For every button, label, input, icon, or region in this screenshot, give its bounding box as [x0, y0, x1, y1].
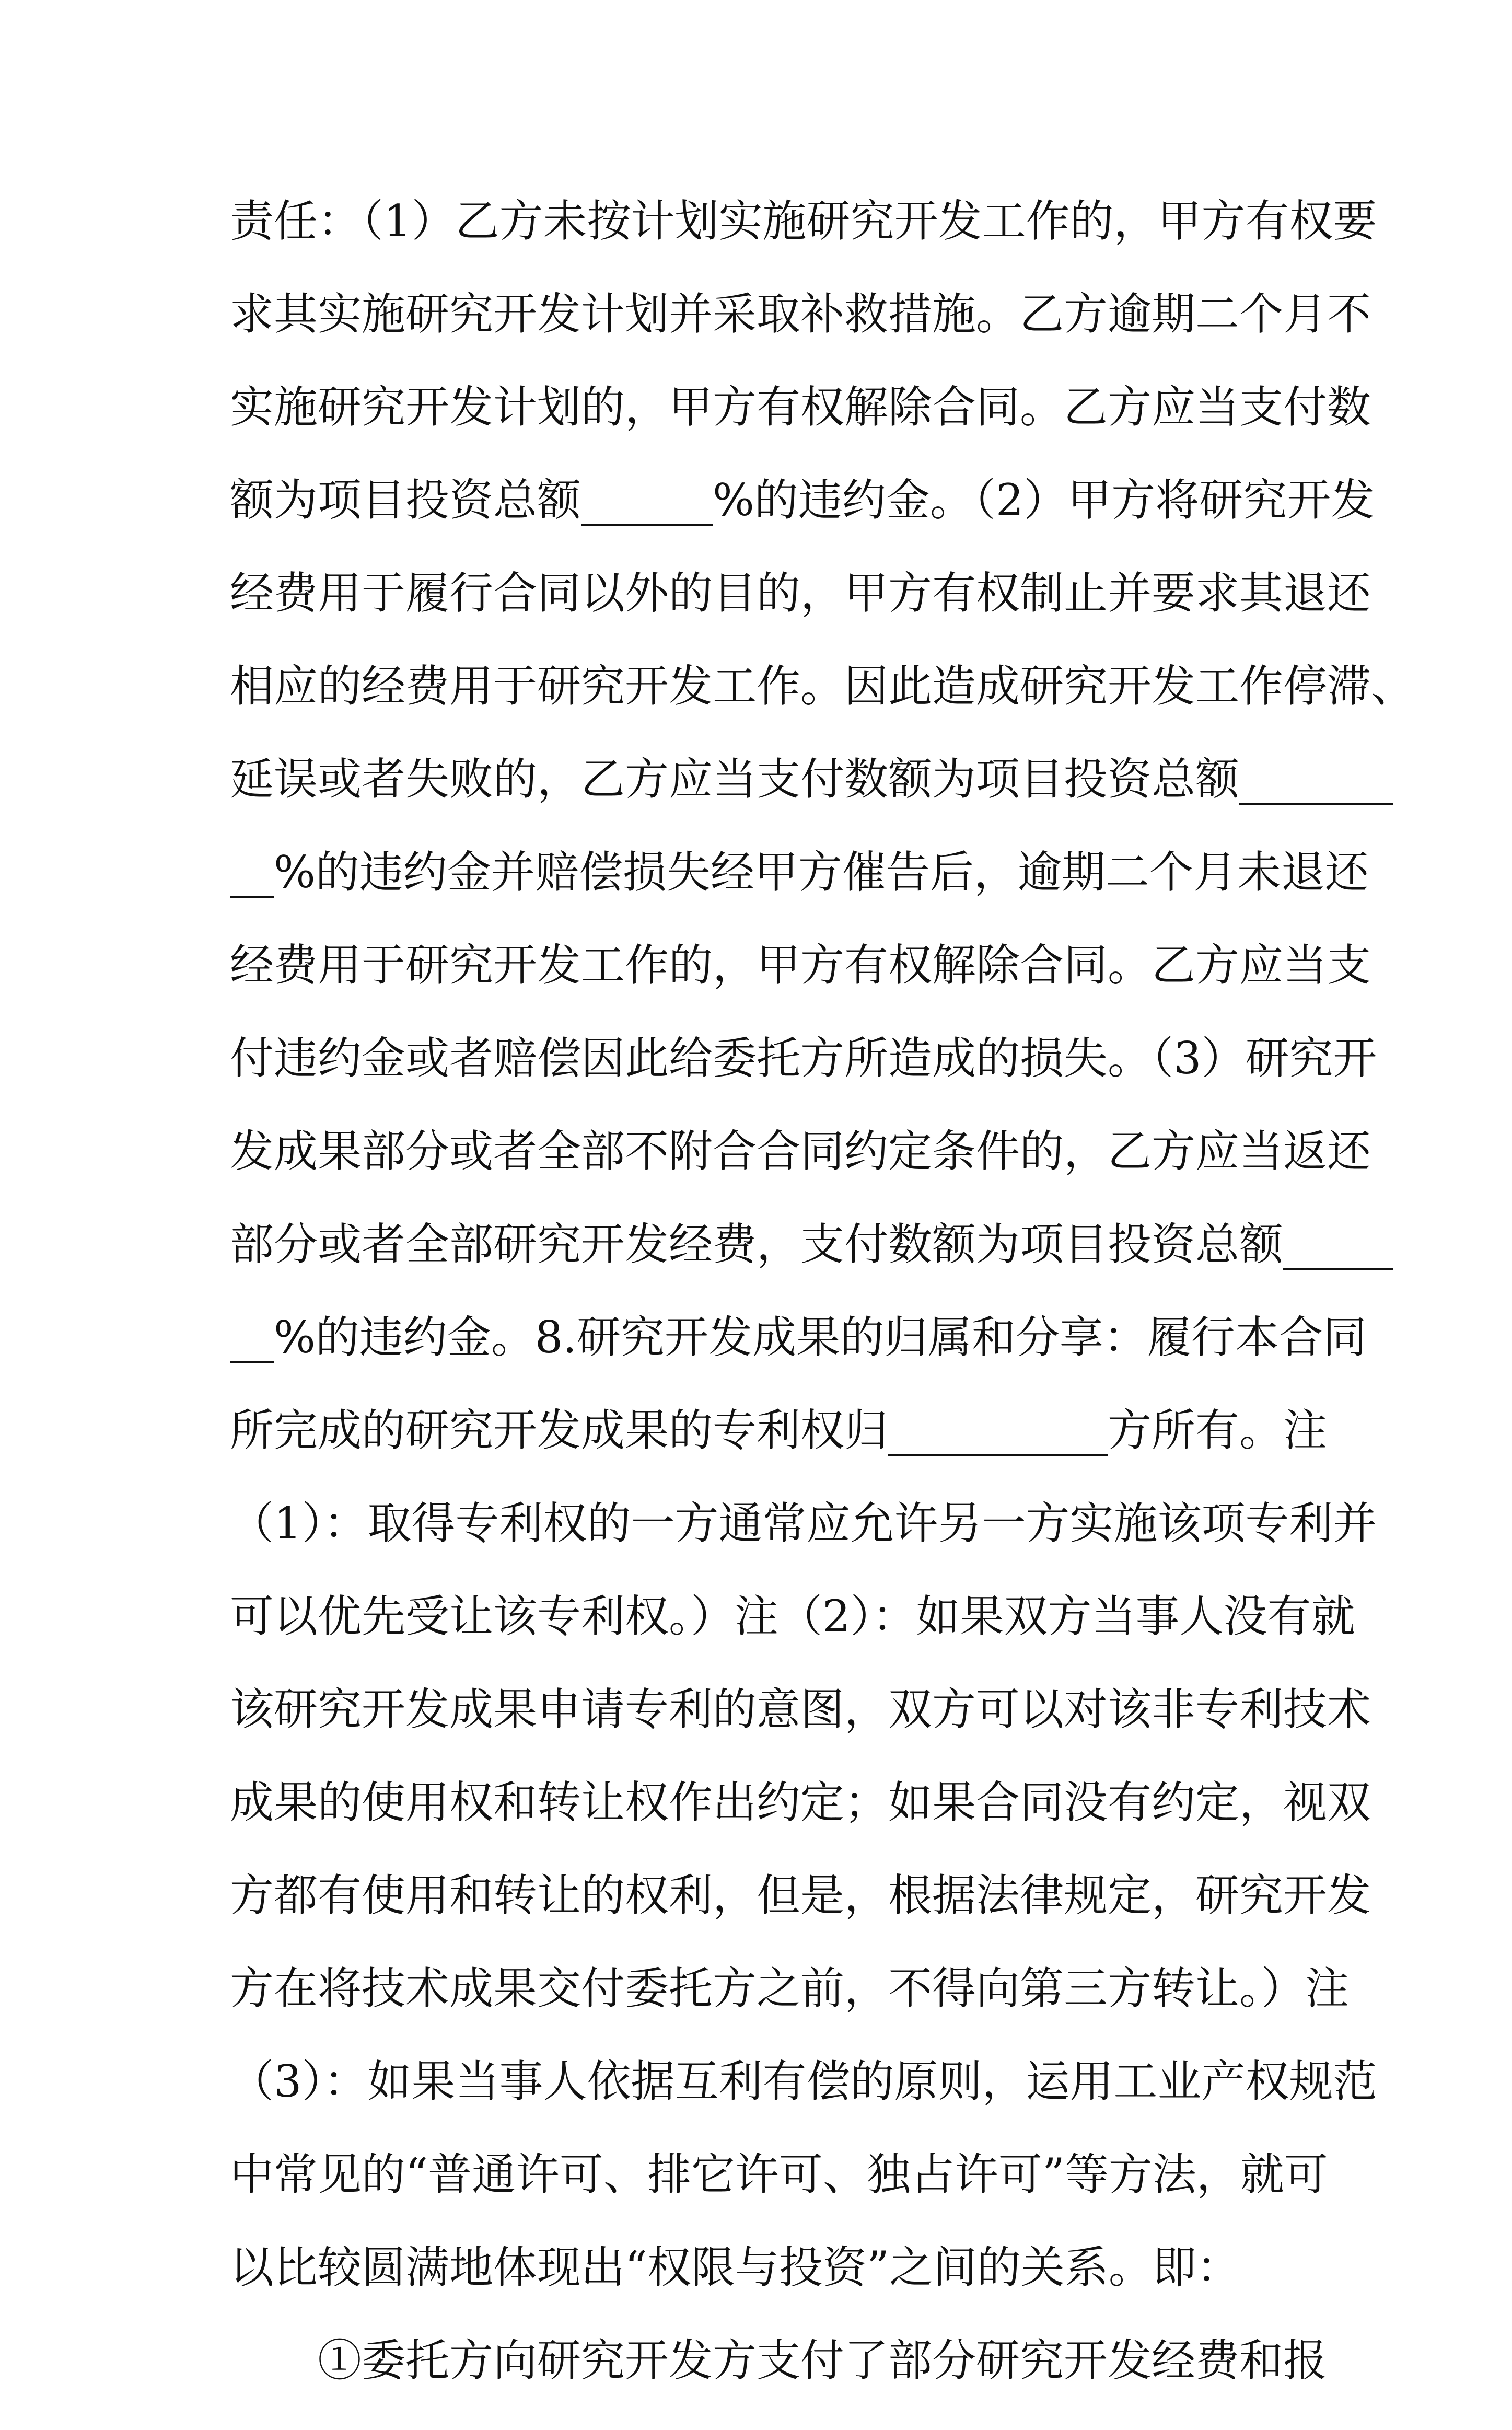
text-line: 求其实施研究开发计划并采取补救措施。乙方逾期二个月不	[230, 288, 1371, 340]
text-line: 经费用于履行合同以外的目的，甲方有权制止并要求其退还	[230, 568, 1371, 619]
text-line: （1）：取得专利权的一方通常应允许另一方实施该项专利并	[230, 1498, 1377, 1549]
text-line: 中常见的“普通许可、排它许可、独占许可”等方法，就可	[230, 2149, 1328, 2200]
text-line: ①委托方向研究开发方支付了部分研究开发经费和报	[230, 2335, 1328, 2386]
contract-body-text	[230, 195, 1415, 2430]
text-line: 所完成的研究开发成果的专利权归__________方所有。注	[230, 1405, 1328, 1456]
text-line: 经费用于研究开发工作的，甲方有权解除合同。乙方应当支	[230, 940, 1371, 991]
text-line: 方在将技术成果交付委托方之前，不得向第三方转让。）注	[230, 1963, 1350, 2014]
text-line: 成果的使用权和转让权作出约定；如果合同没有约定，视双	[230, 1777, 1371, 1828]
text-line: __%的违约金并赔偿损失经甲方催告后，逾期二个月未退还	[230, 847, 1369, 898]
text-line: 付违约金或者赔偿因此给委托方所造成的损失。（3）研究开	[230, 1033, 1377, 1084]
text-line: 额为项目投资总额______%的违约金。（2）甲方将研究开发	[230, 475, 1375, 526]
text-line: 相应的经费用于研究开发工作。因此造成研究开发工作停滞、	[230, 661, 1415, 712]
text-line: 可以优先受让该专利权。）注（2）：如果双方当事人没有就	[230, 1591, 1355, 1642]
text-line: 方都有使用和转让的权利，但是，根据法律规定，研究开发	[230, 1870, 1371, 1921]
text-line: 延误或者失败的，乙方应当支付数额为项目投资总额_______	[230, 754, 1393, 805]
text-line: 以比较圆满地体现出“权限与投资”之间的关系。即：	[230, 2242, 1240, 2293]
text-line: __%的违约金。8.研究开发成果的归属和分享：履行本合同	[230, 1312, 1367, 1363]
text-line: 发成果部分或者全部不附合合同约定条件的，乙方应当返还	[230, 1126, 1371, 1177]
text-line: 责任：（1）乙方未按计划实施研究开发工作的，甲方有权要	[230, 195, 1377, 247]
text-line: 实施研究开发计划的，甲方有权解除合同。乙方应当支付数	[230, 381, 1371, 433]
text-line: 部分或者全部研究开发经费，支付数额为项目投资总额_____	[230, 1219, 1393, 1270]
text-line: 该研究开发成果申请专利的意图，双方可以对该非专利技术	[230, 1684, 1371, 1735]
text-line: （3）：如果当事人依据互利有偿的原则，运用工业产权规范	[230, 2056, 1377, 2107]
